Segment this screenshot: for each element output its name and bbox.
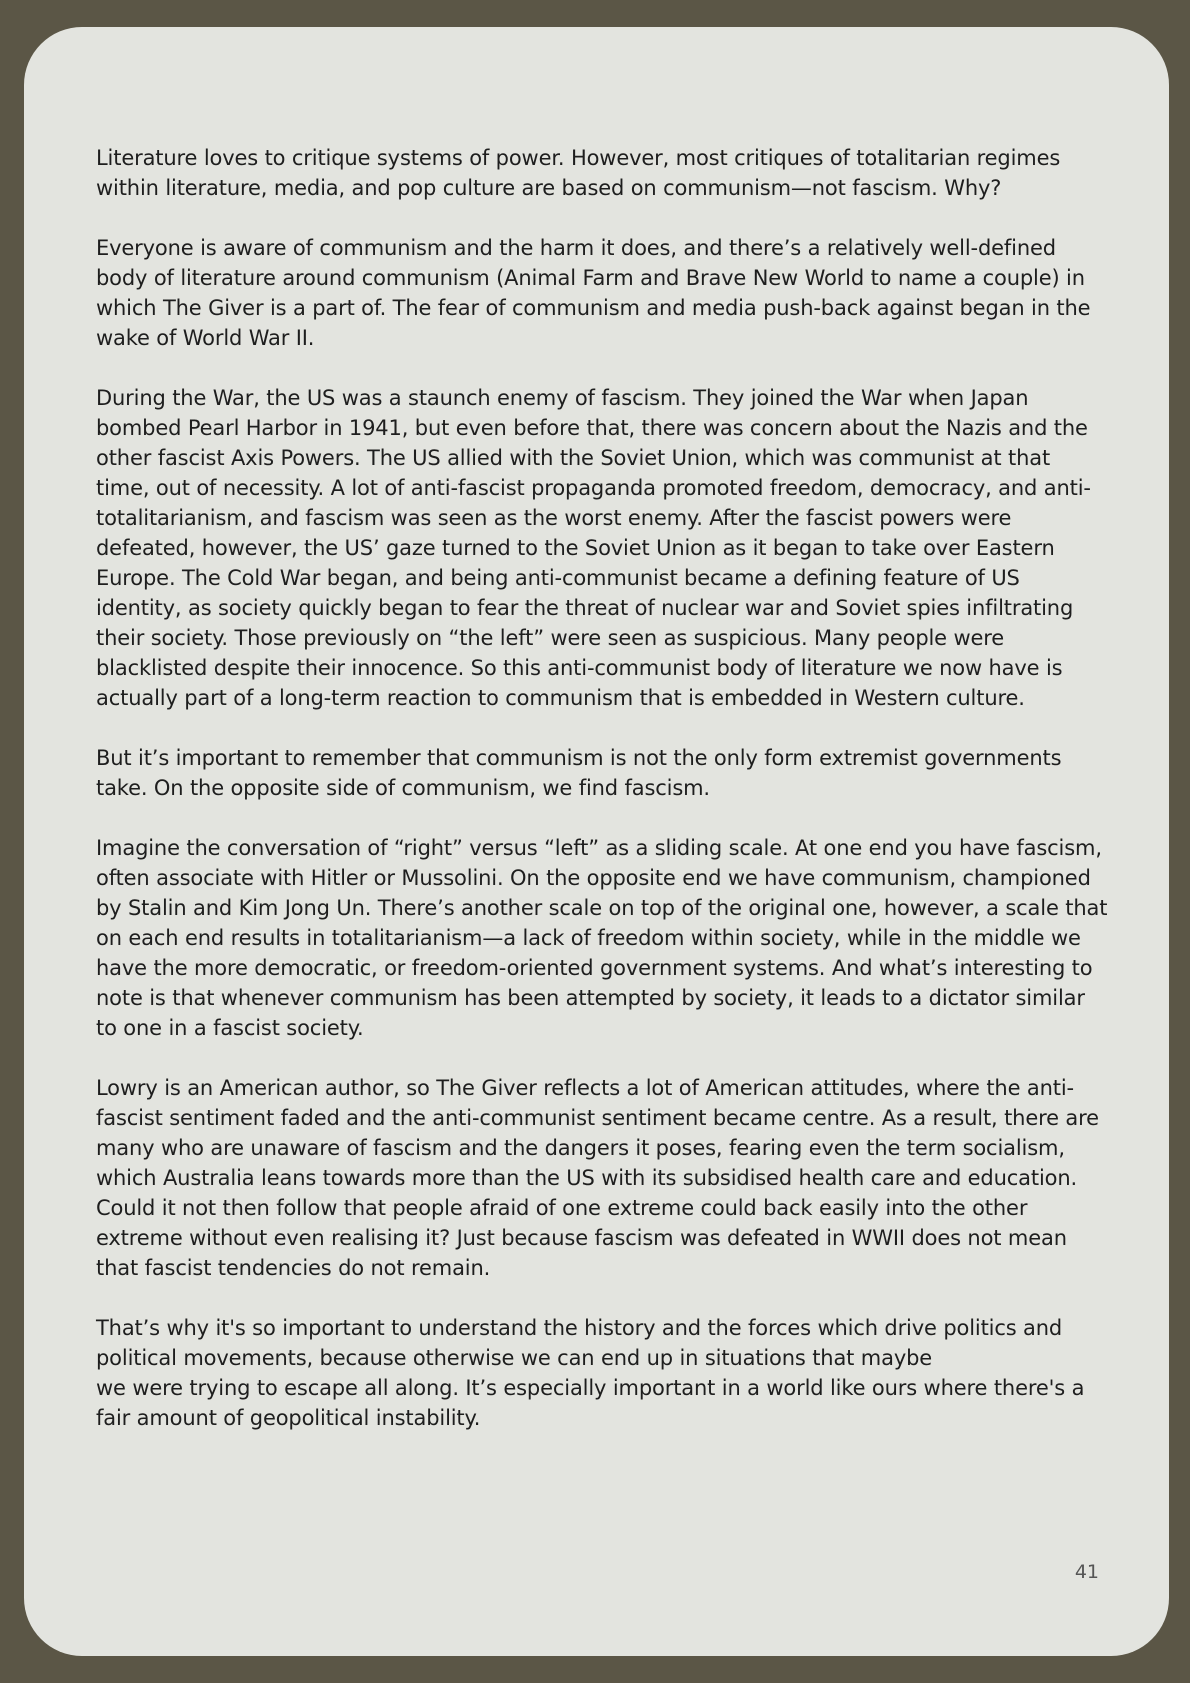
text-line: many who are unaware of fascism and the dangers it poses, fearing even the term socialism,	[96, 1136, 1065, 1160]
text-line: wake of World War II.	[96, 326, 315, 350]
text-line: body of literature around communism (Animal Farm and Brave New World to name a couple) in	[96, 266, 1085, 290]
text-line: That’s why it's so important to understand the history and the forces which drive politics and	[96, 1316, 1063, 1340]
paragraph	[96, 383, 1126, 713]
paragraph	[96, 743, 1126, 803]
text-line: which Australia leans towards more than the US with its subsidised health care and education.	[96, 1166, 1078, 1190]
text-line: their society. Those previously on “the left” were seen as suspicious. Many people were	[96, 626, 1005, 650]
paragraph	[96, 1073, 1126, 1283]
paragraph	[96, 833, 1126, 1043]
text-line: bombed Pearl Harbor in 1941, but even before that, there was concern about the Nazis and the	[96, 416, 1088, 440]
text-line: defeated, however, the US’ gaze turned to the Soviet Union as it began to take over Eastern	[96, 536, 1055, 560]
text-line: Everyone is aware of communism and the harm it does, and there’s a relatively well-defined	[96, 236, 1056, 260]
text-line: fascist sentiment faded and the anti-communist sentiment became centre. As a result, there are	[96, 1106, 1099, 1130]
text-line: that fascist tendencies do not remain.	[96, 1256, 491, 1280]
text-line: Europe. The Cold War began, and being anti-communist became a defining feature of US	[96, 566, 1020, 590]
text-line: within literature, media, and pop culture are based on communism—not fascism. Why?	[96, 176, 1002, 200]
text-line: which The Giver is a part of. The fear of communism and media push-back against began in the	[96, 296, 1091, 320]
text-line: note is that whenever communism has been attempted by society, it leads to a dictator similar	[96, 986, 1085, 1010]
text-line: have the more democratic, or freedom-oriented government systems. And what’s interesting to	[96, 956, 1093, 980]
paragraph	[96, 233, 1126, 353]
text-line: identity, as society quickly began to fear the threat of nuclear war and Soviet spies infiltrating	[96, 596, 1074, 620]
paragraph	[96, 143, 1126, 203]
text-line: take. On the opposite side of communism, we find fascism.	[96, 776, 710, 800]
text-line: to one in a fascist society.	[96, 1016, 364, 1040]
text-line: actually part of a long-term reaction to communism that is embedded in Western culture.	[96, 686, 1025, 710]
text-line: we were trying to escape all along. It’s especially important in a world like ours where there's a	[96, 1376, 1085, 1400]
text-line: time, out of necessity. A lot of anti-fascist propaganda promoted freedom, democracy, and anti-	[96, 476, 1091, 500]
text-line: But it’s important to remember that communism is not the only form extremist governments	[96, 746, 1062, 770]
text-line: fair amount of geopolitical instability.	[96, 1406, 481, 1430]
text-line: Lowry is an American author, so The Giver reflects a lot of American attitudes, where the anti-	[96, 1076, 1074, 1100]
page-number: 41	[1074, 1561, 1099, 1583]
text-line: blacklisted despite their innocence. So this anti-communist body of literature we now have is	[96, 656, 1063, 680]
text-line: on each end results in totalitarianism—a lack of freedom within society, while in the middle we	[96, 926, 1081, 950]
text-line: Could it not then follow that people afraid of one extreme could back easily into the other	[96, 1196, 1028, 1220]
text-line: During the War, the US was a staunch enemy of fascism. They joined the War when Japan	[96, 386, 1029, 410]
text-line: political movements, because otherwise we can end up in situations that maybe	[96, 1346, 933, 1370]
text-line: other fascist Axis Powers. The US allied with the Soviet Union, which was communist at that	[96, 446, 1051, 470]
text-line: often associate with Hitler or Mussolini. On the opposite end we have communism, championed	[96, 866, 1091, 890]
text-line: Literature loves to critique systems of power. However, most critiques of totalitarian regimes	[96, 146, 1061, 170]
article-body	[96, 143, 1126, 1463]
text-line: by Stalin and Kim Jong Un. There’s another scale on top of the original one, however, a scale that	[96, 896, 1108, 920]
text-line: extreme without even realising it? Just because fascism was defeated in WWII does not mean	[96, 1226, 1067, 1250]
paragraph	[96, 1313, 1126, 1433]
text-line: totalitarianism, and fascism was seen as the worst enemy. After the fascist powers were	[96, 506, 1012, 530]
page-card	[24, 27, 1169, 1656]
text-line: Imagine the conversation of “right” versus “left” as a sliding scale. At one end you have fascism,	[96, 836, 1102, 860]
